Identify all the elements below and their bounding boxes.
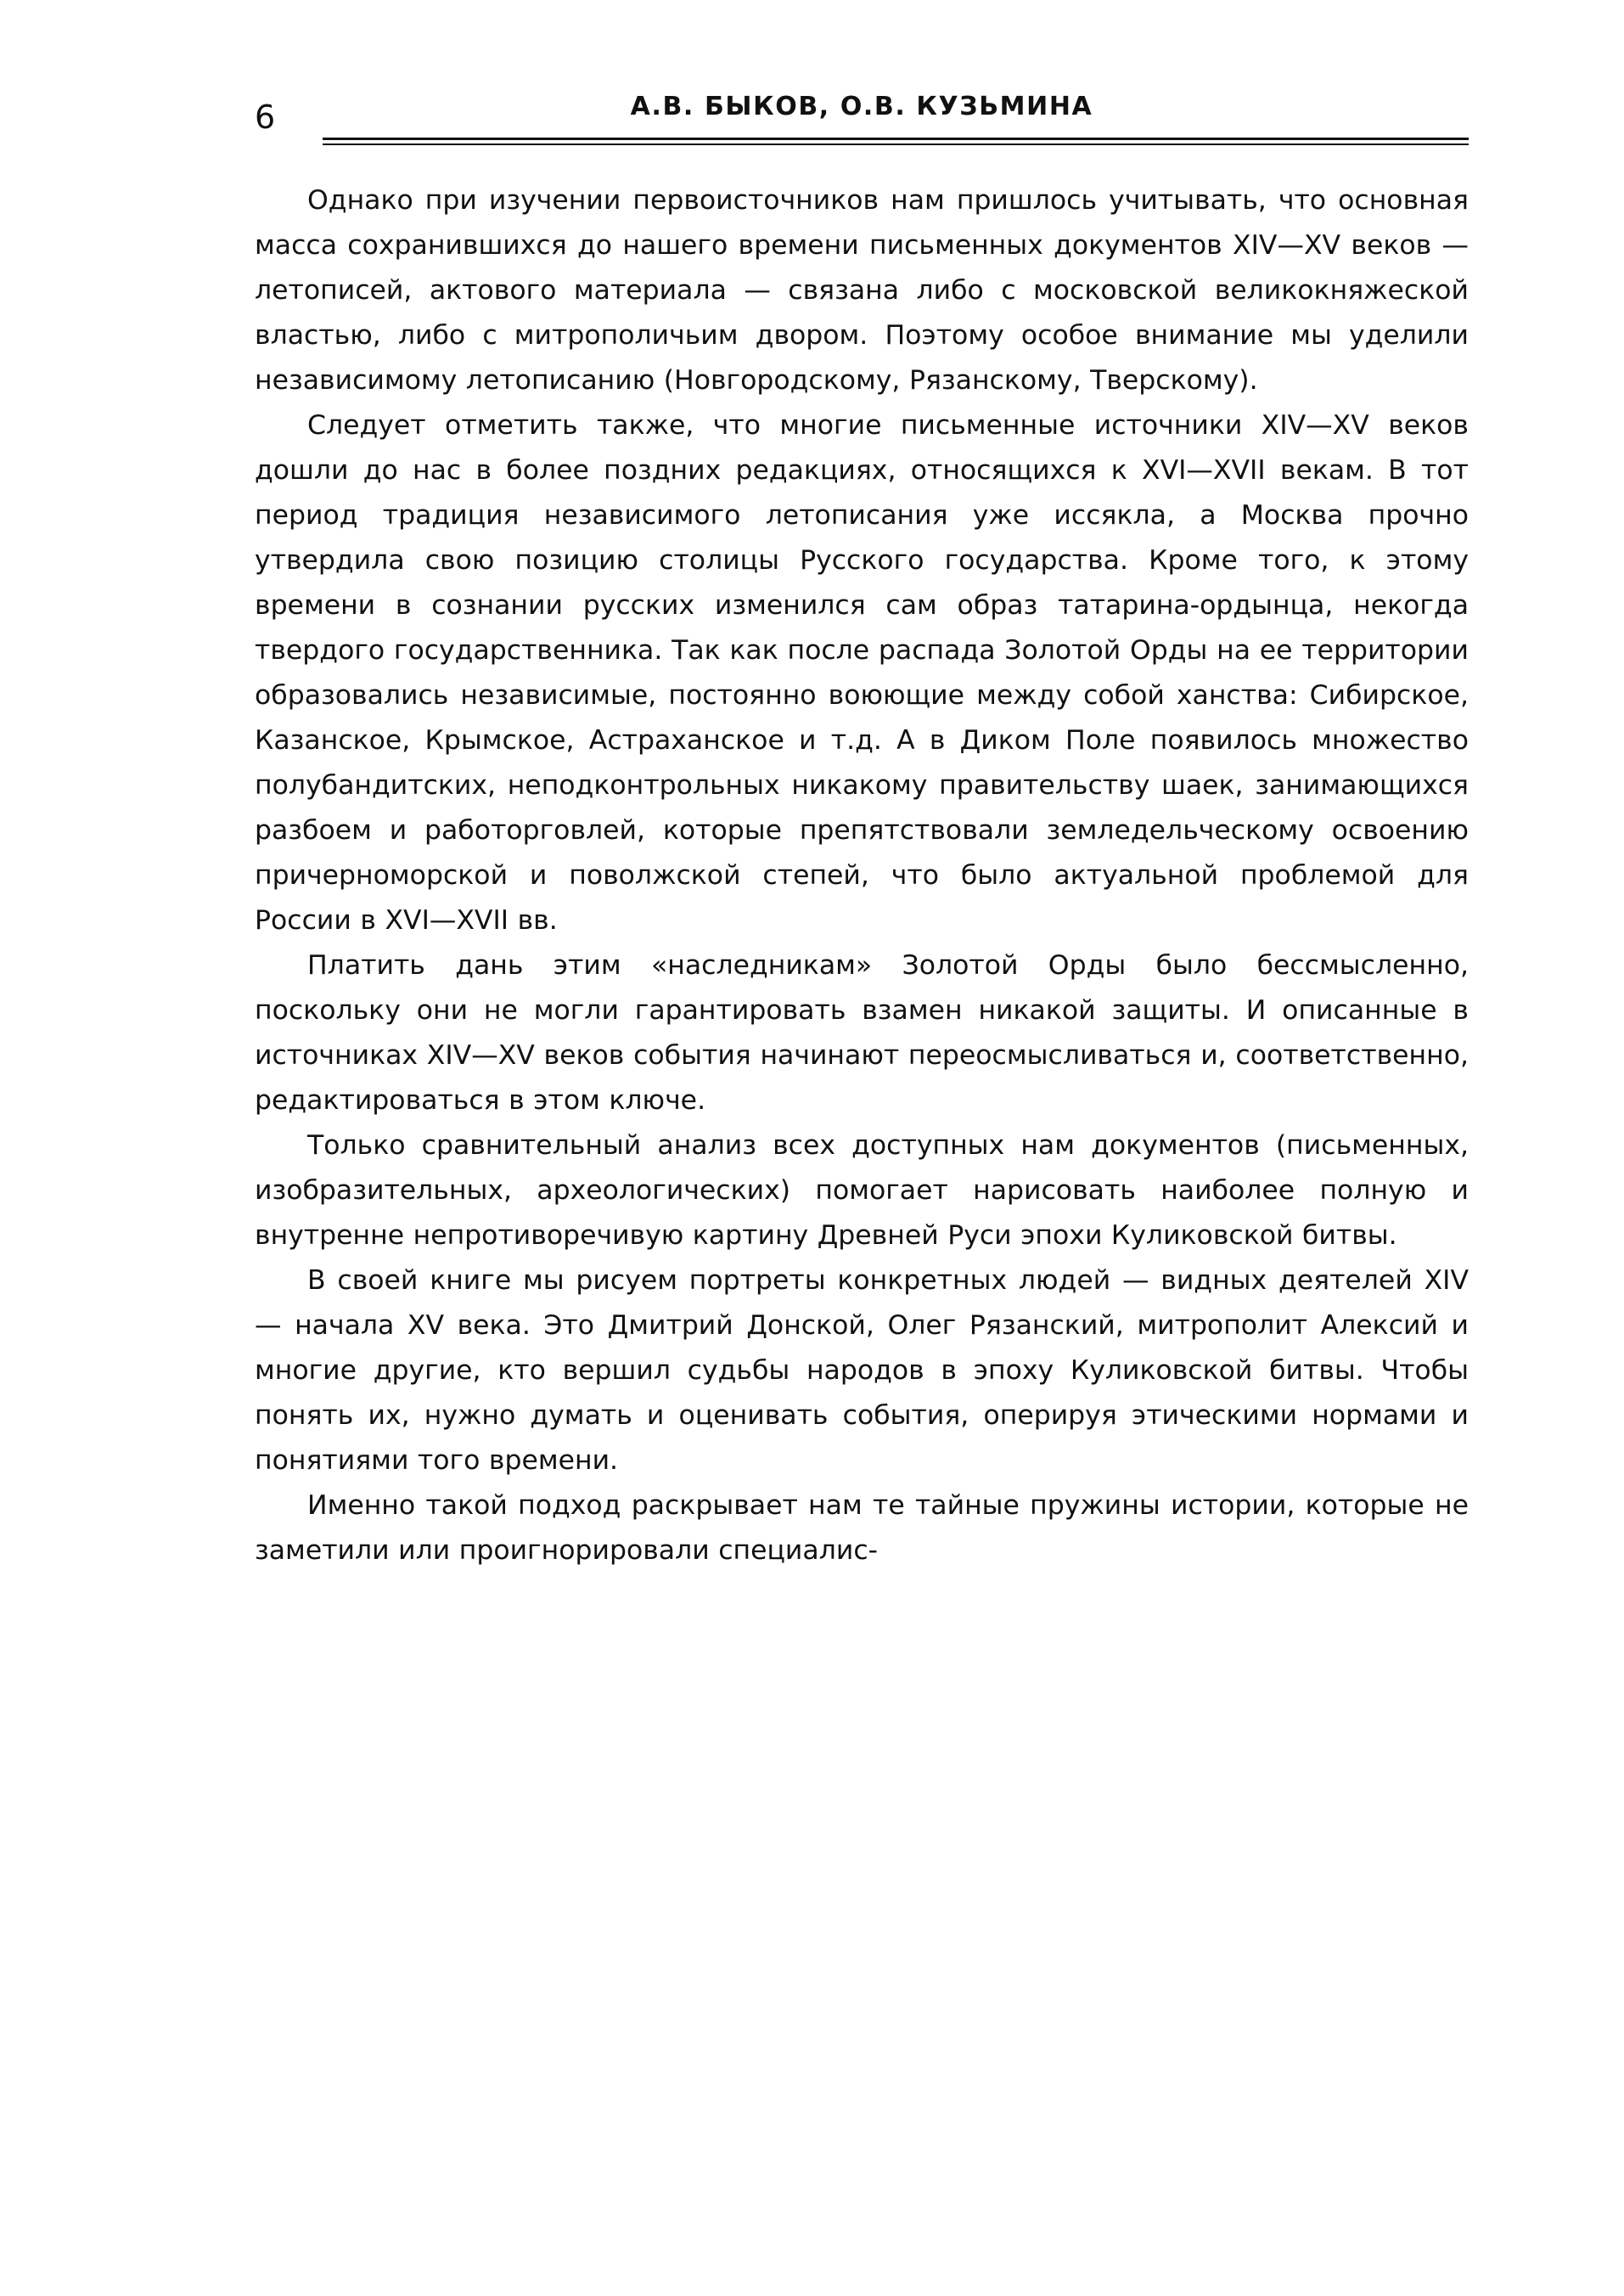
page-header [255,92,1469,143]
header-rule-thick [323,138,1469,140]
header-rule-thin [323,144,1469,145]
body-text [255,178,1478,1573]
header-divider [323,138,1469,145]
paragraph: Именно такой подход раскрывает нам те тайные пружины истории, которые не заметили или проигнорировали специалис- [255,1490,1478,1566]
running-title: А.В. БЫКОВ, О.В. КУЗЬМИНА [630,92,1093,121]
paragraph: Платить дань этим «наследникам» Золотой Орды было бессмысленно, поскольку они не могли гарантировать взамен никакой защиты. И описанные в источниках XIV—XV веков события начинают переосмысливаться и, соответственно, редактироваться в этом ключе. [255,950,1478,1116]
paragraph: В своей книге мы рисуем портреты конкретных людей — видных деятелей XIV — начала XV века. Это Дмитрий Донской, Олег Рязанский, митрополит Алексий и многие другие, кто вершил судьбы народов в эпоху Куликовской битвы. Чтобы понять их, нужно думать и оценивать события, оперируя этическими нормами и понятиями того времени. [255,1265,1478,1476]
paragraph: Однако при изучении первоисточников нам пришлось учитывать, что основная масса сохранившихся до нашего времени письменных документов XIV—XV веков — летописей, актового материала — связана либо с московской великокняжеской властью, либо с митрополичьим двором. Поэтому особое внимание мы уделили независимому летописанию (Новгородскому, Рязанскому, Тверскому). [255,185,1478,396]
paragraph: Следует отметить также, что многие письменные источники XIV—XV веков дошли до нас в более поздних редакциях, относящихся к XVI—XVII векам. В тот период традиция независимого летописания уже иссякла, а Москва прочно утвердила свою позицию столицы Русского государства. Кроме того, к этому времени в сознании русских изменился сам образ татарина-ордынца, некогда твердого государственника. Так как после распада Золотой Орды на ее территории образовались независимые, постоянно воюющие между собой ханства: Сибирское, Казанское, Крымское, Астраханское и т.д. А в Диком Поле появилось множество полубандитских, неподконтрольных никакому правительству шаек, занимающихся разбоем и работорговлей, которые препятствовали земледельческому освоению причерноморской и поволжской степей, что было актуальной проблемой для России в XVI—XVII вв. [255,410,1478,936]
paragraph: Только сравнительный анализ всех доступных нам документов (письменных, изобразительных, археологических) помогает нарисовать наиболее полную и внутренне непротиворечивую картину Древней Руси эпохи Куликовской битвы. [255,1130,1478,1251]
page-number: 6 [255,98,276,136]
